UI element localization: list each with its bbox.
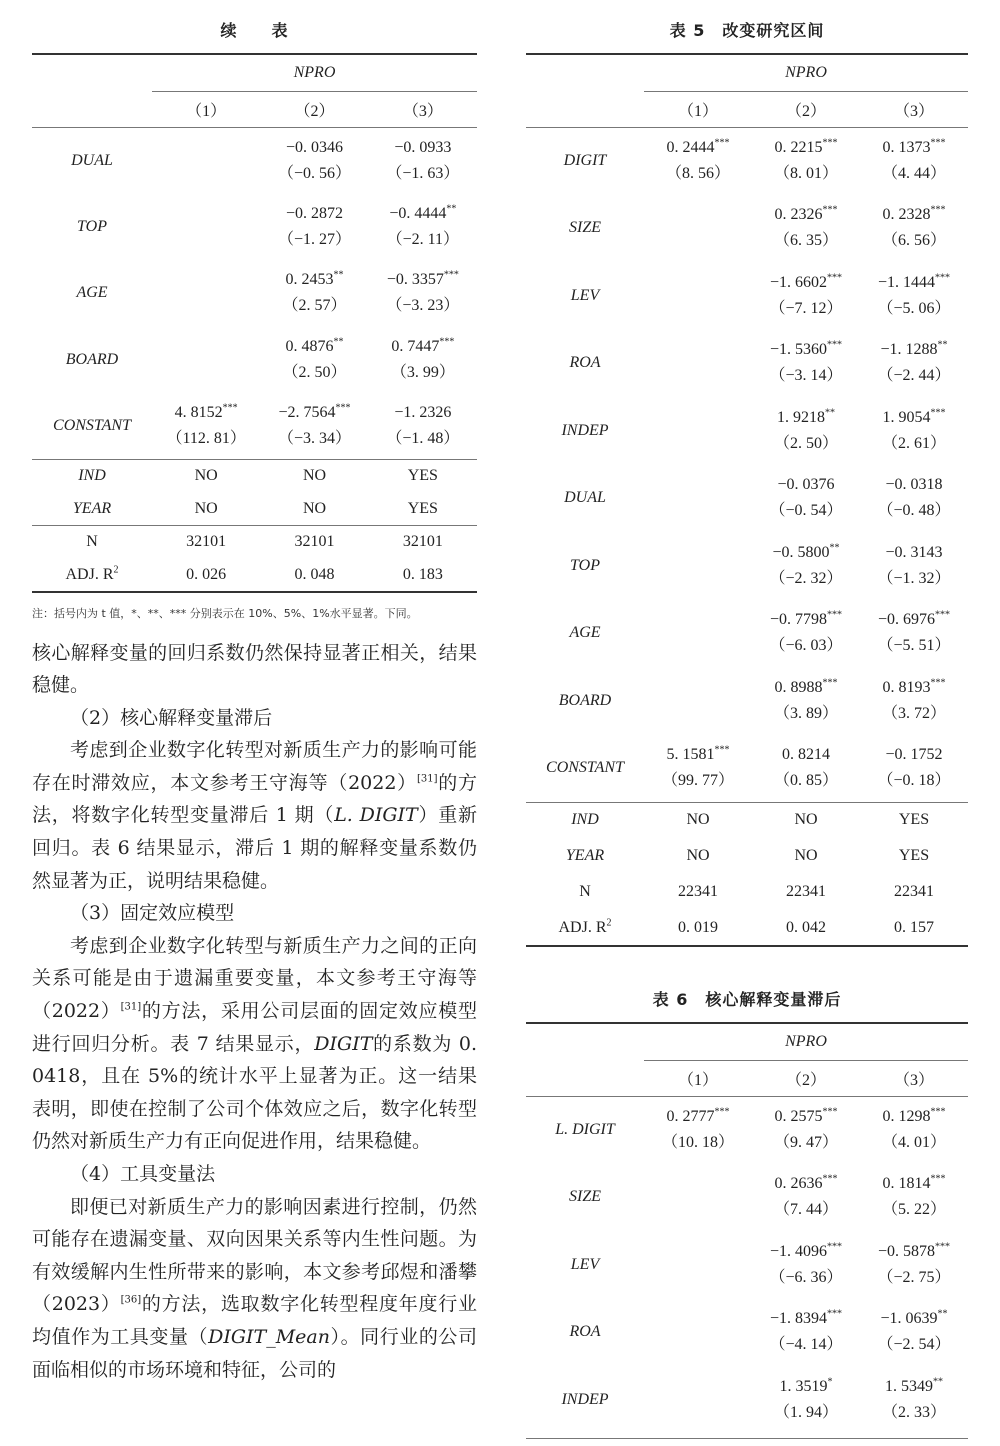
significance-stars: ** [937,1308,948,1320]
npro-header: NPRO [152,55,477,91]
variable-name: L. DIGIT [526,1096,644,1164]
row-label: IND [526,802,644,838]
coef-cell [860,1366,968,1434]
left-regression-table [32,55,477,593]
t-value: （−2. 54） [877,1336,951,1354]
t-value: （0. 85） [773,772,838,789]
row-value: NO [686,847,710,864]
table-row [526,330,968,398]
t-value: （1. 94） [773,1403,838,1421]
row-value: 22341 [894,883,934,900]
significance-stars: *** [935,1241,951,1253]
coefficient: −0. 5878*** [877,1241,951,1260]
paragraph: 考虑到企业数字化转型对新质生产力的影响可能存在时滞效应，本文参考王守海等（2022）[31]的方法，将数字化转型变量滞后 1 期（L. DIGIT）重新回归。表 6 结果显示，滞后 1 期的解释变量系数仍然显著为正，说明结果稳健。 [32,739,477,892]
coef-cell [752,1164,860,1232]
col-header-1: （1） [186,102,227,120]
table-row [526,1299,968,1367]
table-row [526,802,968,838]
row-label: IND [32,460,152,493]
coef-cell [860,465,968,533]
variable-name: AGE [569,624,601,642]
significance-stars: *** [935,609,951,621]
significance-stars: *** [827,272,843,284]
variable-name: TOP [570,556,600,574]
significance-stars: *** [443,269,459,281]
variable-name: LEV [570,1255,600,1273]
coefficient: 0. 8988*** [774,677,838,696]
significance-stars: *** [930,677,946,689]
table-row [526,262,968,330]
table-row [526,195,968,263]
variable-name: SIZE [569,219,601,237]
coef-cell [860,195,968,263]
table-row [526,874,968,910]
t-value: （2. 61） [881,434,946,452]
coefficient: −1. 2326 [394,404,452,421]
paragraph: 考虑到企业数字化转型与新质生产力之间的正向关系可能是由于遗漏重要变量，本文参考王守海等（2022）[31]的方法，采用公司层面的固定效应模型进行回归分析。表 7 结果显示，DIGIT的系数为 0. 0418，且在 5%的统计水平上显著为正。这一结果表明，即使在控制了公司个体效应之后，数字化转型仍然对新质生产力有正向促进作用，结果稳健。 [32,934,478,1153]
t-value: （−3. 34） [277,430,351,447]
coef-cell [752,600,860,668]
t-value: （−1. 63） [386,164,460,182]
coef-cell [752,465,860,533]
paragraph: 即便已对新质生产力的影响因素进行控制，仍然可能存在遗漏变量、双向因果关系等内生性问题。为有效缓解内生性所带来的影响，本文参考邱煜和潘攀（2023）[36]的方法，选取数字化转型程度年度行业均值作为工具变量（DIGIT_Mean）。同行业的公司面临相似的市场环境和特征，公司的 [32,1195,477,1381]
coefficient: 0. 2215*** [774,137,838,156]
variable-name: INDEP [561,1390,609,1408]
row-label: YEAR [72,499,112,517]
coef-cell [152,327,260,394]
coefficient: −1. 6602*** [769,272,843,291]
coef-cell [860,532,968,600]
row-value: NO [644,802,752,838]
significance-stars: ** [825,407,835,419]
coefficient: −0. 5800** [772,542,840,561]
coefficient: −1. 8394*** [769,1308,843,1328]
variable-name: DIGIT [526,127,644,195]
section-heading: （3）固定效应模型 [70,902,235,925]
section-heading: （4）工具变量法 [70,1163,216,1185]
coefficient: 1. 9054*** [882,407,946,426]
table-row [526,600,968,668]
significance-stars: *** [335,402,351,414]
coef-cell [752,262,860,330]
coef-cell [644,667,752,735]
col-header-3: （3） [893,1071,934,1089]
t-value: （−2. 32） [769,569,843,587]
significance-stars: *** [935,272,951,284]
significance-stars: *** [822,137,838,149]
table-row [32,260,477,327]
t-value: （−2. 11） [386,230,460,248]
table6 [526,1024,968,1434]
coef-cell [369,393,477,460]
coefficient: 0. 2777*** [666,1106,730,1125]
coefficient: 0. 4876** [285,336,344,355]
col-header-2: （2） [785,102,826,120]
significance-stars: *** [714,1106,730,1118]
col-header-2: （2） [785,1071,826,1089]
coefficient: −1. 0639** [880,1308,948,1328]
coef-cell [369,194,477,261]
t-value: （112. 81） [166,430,246,447]
coef-cell [644,600,752,668]
coef-cell [644,397,752,465]
superscript-2: 2 [113,564,119,576]
variable-name: SIZE [569,1188,601,1206]
coefficient: 0. 1814*** [882,1173,946,1193]
table5-caption: 表 5 改变研究区间 [669,21,825,40]
coef-cell [644,262,752,330]
significance-stars: *** [930,137,946,149]
coefficient: −1. 4096*** [769,1241,843,1260]
coef-cell [752,397,860,465]
section-heading: （2）核心解释变量滞后 [70,706,273,729]
table-note: 注：括号内为 t 值，*、**、*** 分别表示在 10%、5%、1%水平显著。下同。 [32,606,418,620]
row-value: 0. 183 [369,559,477,592]
t-value: （−0. 56） [277,164,351,182]
coef-cell [752,1096,860,1164]
row-label: ADJ. $R^2$ [32,559,152,592]
variable-name: AGE [76,284,108,302]
row-value: NO [260,460,368,493]
npro-header: NPRO [644,1024,968,1060]
table-row [32,526,477,559]
significance-stars: ** [937,339,948,351]
significance-stars: ** [446,203,457,215]
coef-cell [644,1299,752,1367]
t-value: （2. 50） [773,434,838,452]
coefficient: 0. 8193*** [882,677,946,696]
coef-cell [644,1366,752,1434]
col-header-2: （2） [294,102,335,120]
body-text [32,637,477,1387]
t-value: （7. 44） [773,1201,838,1219]
significance-stars: ** [333,336,344,348]
coef-cell [860,127,968,195]
coefficient: 1. 5349** [885,1376,943,1395]
coef-cell [752,532,860,600]
significance-stars: *** [439,336,455,348]
significance-stars: *** [222,402,238,414]
significance-stars: *** [822,1106,838,1118]
t-value: （−6. 36） [769,1268,843,1286]
coef-cell [152,194,260,261]
table-row [526,127,968,195]
coef-cell [152,127,260,194]
coefficient: −1. 1288** [880,339,948,359]
table-row [32,127,477,194]
coefficient: −0. 7798*** [769,609,843,629]
t-value: （−1. 27） [277,230,351,248]
row-value: NO [794,847,818,864]
t-value: （−3. 14） [769,367,843,385]
coef-cell [860,1231,968,1299]
coef-cell [369,260,477,327]
variable-name: CONSTANT [546,759,624,776]
row-value: 22341 [678,883,718,900]
coef-cell [860,600,968,668]
row-value: 32101 [260,526,368,559]
row-label: N [32,526,152,559]
table-row [32,194,477,261]
coef-cell [752,330,860,398]
coef-cell [644,735,752,803]
coef-cell [644,465,752,533]
variable-name: BOARD [65,350,119,368]
variable-name: LEV [570,286,600,304]
significance-stars: *** [822,1173,838,1185]
t-value: （4. 01） [881,1134,946,1151]
significance-stars: *** [827,1308,843,1320]
table-row [526,667,968,735]
t-value: （3. 72） [881,704,946,722]
coef-cell [860,397,968,465]
coef-cell [260,393,368,460]
table-row [526,838,968,874]
t-value: （6. 56） [881,232,946,250]
table6-bottom-rule [526,1438,968,1439]
t-value: （10. 18） [661,1134,734,1151]
variable-name: TOP [77,217,107,235]
coef-cell [260,194,368,261]
table-row [526,1164,968,1232]
t-value: （5. 22） [881,1201,946,1219]
t-value: （3. 89） [773,704,838,722]
col-header-1: （1） [677,1071,718,1089]
coef-cell [644,195,752,263]
coefficient: 0. 1373*** [882,137,946,156]
coefficient: 4. 8152*** [174,402,238,421]
coef-cell [860,330,968,398]
coef-cell [369,327,477,394]
table5 [526,55,968,947]
paragraph: 核心解释变量的回归系数仍然保持显著正相关，结果稳健。 [32,641,477,697]
coefficient: 0. 2326*** [774,204,838,224]
row-label: N [579,883,591,900]
coef-cell [644,1231,752,1299]
col-header-1: （1） [677,102,718,120]
row-value: 0. 048 [260,559,368,592]
table6-caption: 表 6 核心解释变量滞后 [652,990,842,1009]
row-value: NO [152,460,260,493]
coefficient: −1. 1444*** [877,272,951,291]
row-value: YES [407,499,438,517]
t-value: （99. 77） [661,772,734,789]
t-value: （−0. 18） [877,772,951,789]
coefficient: 0. 1298*** [882,1106,946,1125]
table-row [526,532,968,600]
coef-cell [752,1231,860,1299]
row-label: YEAR [565,847,605,864]
coefficient: 0. 2328*** [882,204,946,224]
table-row [526,1231,968,1299]
significance-stars: *** [827,339,843,351]
coef-cell [752,735,860,803]
coef-cell [860,262,968,330]
coef-cell [860,1096,968,1164]
t-value: （−4. 14） [769,1336,843,1354]
t-value: （−6. 03） [769,637,843,655]
t-value: （6. 35） [773,232,838,250]
t-value: （8. 01） [773,165,838,182]
significance-stars: ** [829,542,840,554]
coefficient: −0. 0346 [285,138,343,156]
row-value: 0. 157 [860,910,968,946]
variable-name: INDEP [561,421,609,439]
coefficient: 0. 2575*** [774,1106,838,1125]
row-value: YES [369,460,477,493]
coefficient: −1. 5360*** [769,339,843,359]
row-value: 0. 019 [644,910,752,946]
significance-stars: *** [930,1106,946,1118]
t-value: （8. 56） [665,165,730,182]
table-row [32,559,477,592]
coef-cell [260,327,368,394]
t-value: （4. 44） [881,165,946,182]
left-column [32,0,477,1386]
coef-cell [260,127,368,194]
coefficient: −0. 6976*** [877,609,951,629]
coefficient: 0. 8214 [782,746,830,763]
table-row [526,1096,968,1164]
variable-name: CONSTANT [53,417,131,434]
coef-cell [152,393,260,460]
coefficient: 0. 2453** [285,269,344,289]
coef-cell [152,260,260,327]
coefficient: −0. 1752 [885,746,943,763]
row-value: 0. 042 [752,910,860,946]
coef-cell [752,127,860,195]
significance-stars: ** [333,269,344,281]
variable-name: ROA [569,354,601,372]
right-column [526,0,968,1439]
coef-cell [860,667,968,735]
table-row [526,397,968,465]
row-value: 32101 [152,526,260,559]
variable-name: ROA [569,1323,601,1341]
row-value: NO [752,802,860,838]
coef-cell [860,1164,968,1232]
table-row [32,327,477,394]
t-value: （−2. 75） [877,1268,951,1286]
coef-cell [644,1096,752,1164]
row-value: YES [898,847,930,864]
t-value: （−1. 48） [386,430,460,447]
t-value: （−7. 12） [769,299,843,317]
coef-cell [860,1299,968,1367]
row-value: 0. 026 [152,559,260,592]
significance-stars: *** [822,204,838,216]
table-row [526,1366,968,1434]
row-value: 32101 [369,526,477,559]
coef-cell [644,1164,752,1232]
t-value: （3. 99） [390,363,455,381]
coef-cell [752,1366,860,1434]
col-header-3: （3） [402,102,443,120]
coefficient: −0. 0318 [885,476,943,494]
coef-cell [369,127,477,194]
significance-stars: *** [714,137,730,149]
coef-cell [644,127,752,195]
significance-stars: *** [930,407,946,419]
coefficient: 0. 2444*** [666,137,730,156]
variable-name: BOARD [558,691,612,709]
table-row [526,910,968,946]
t-value: （2. 50） [282,363,347,381]
coefficient: 0. 7447*** [391,336,455,355]
table-row [526,465,968,533]
coef-cell [644,532,752,600]
coefficient: 1. 3519* [779,1376,833,1395]
significance-stars: *** [827,1241,843,1253]
t-value: （−5. 06） [877,299,951,317]
variable-name: DUAL [32,127,152,194]
coef-cell [752,195,860,263]
significance-stars: ** [933,1376,943,1388]
significance-stars: *** [822,677,838,689]
superscript-2: 2 [606,917,612,929]
coefficient: −0. 2872 [285,204,343,222]
coef-cell [644,330,752,398]
col-header-3: （3） [893,102,934,120]
t-value: （−5. 51） [877,637,951,655]
left-table-caption: 续 表 [220,21,289,40]
table-row [526,735,968,803]
coefficient: −0. 3357*** [386,269,459,289]
t-value: （−2. 44） [877,367,951,385]
coefficient: 5. 1581*** [666,744,730,763]
row-value: YES [860,802,968,838]
row-label: ADJ. $R^2$ [526,910,644,946]
coefficient: −0. 0376 [777,476,835,494]
t-value: （−1. 32） [877,569,951,587]
t-value: （−3. 23） [386,297,460,315]
npro-header: NPRO [644,55,968,91]
coef-cell [260,260,368,327]
t-value: （−0. 48） [877,502,951,520]
coef-cell [752,667,860,735]
coef-cell [860,735,968,803]
significance-stars: *** [930,1173,946,1185]
significance-stars: *** [714,744,730,756]
coef-cell [752,1299,860,1367]
variable-name: DUAL [564,489,606,507]
t-value: （−0. 54） [769,502,843,520]
table-row [32,393,477,460]
significance-stars: *** [930,204,946,216]
coefficient: 1. 9218** [777,407,835,426]
table-row [32,493,477,526]
table-row [32,460,477,493]
significance-stars: *** [827,609,843,621]
t-value: （9. 47） [773,1134,838,1151]
t-value: （2. 33） [881,1403,946,1421]
significance-stars: * [827,1376,833,1388]
coefficient: −2. 7564*** [278,402,351,421]
row-value: NO [194,499,218,517]
row-value: NO [302,499,327,517]
coefficient: −0. 3143 [885,543,943,561]
coefficient: −0. 0933 [394,138,452,156]
t-value: （2. 57） [282,297,347,315]
coefficient: −0. 4444** [389,203,457,222]
row-value: 22341 [786,883,826,900]
coefficient: 0. 2636*** [774,1173,838,1193]
